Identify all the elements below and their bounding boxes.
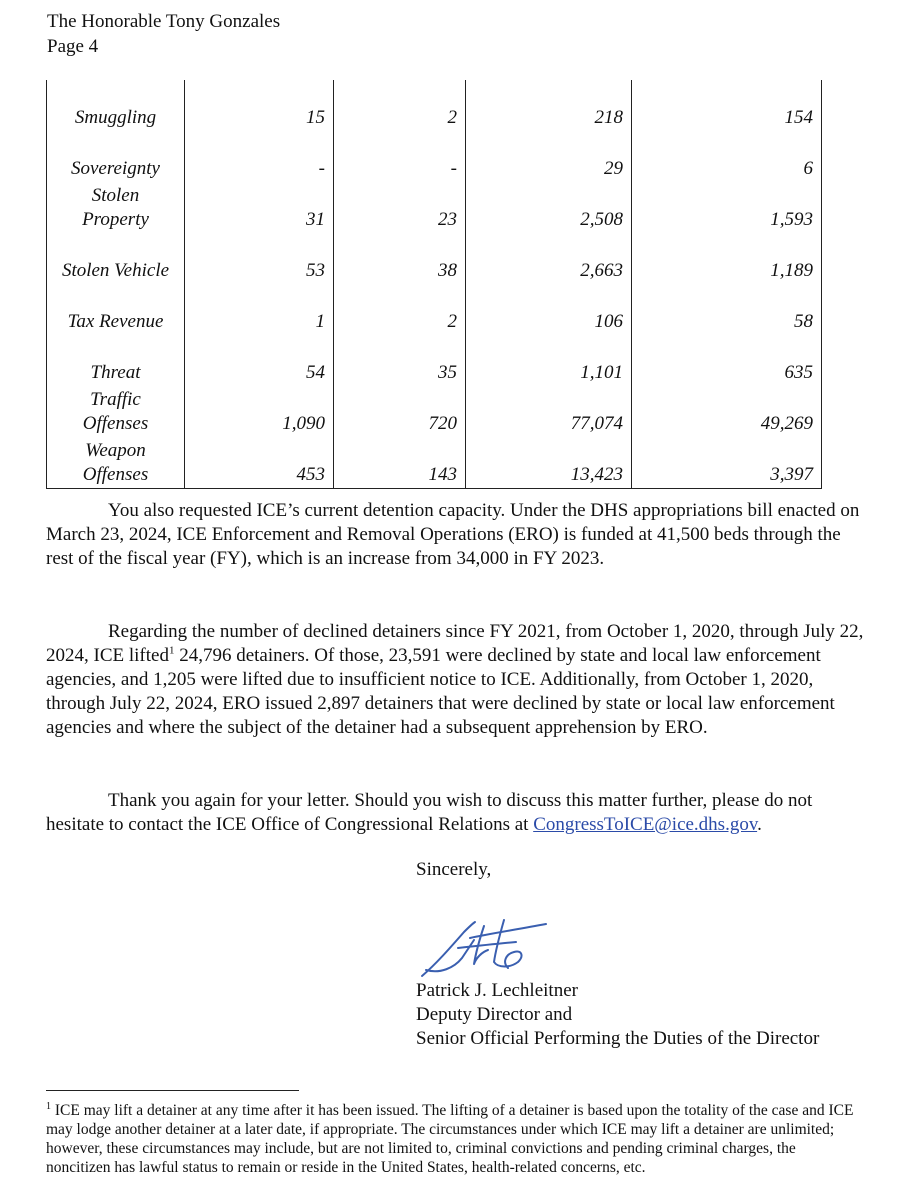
value-cell-col-2: 38 <box>334 233 466 284</box>
offense-table <box>46 80 822 489</box>
value-cell-col-3: 13,423 <box>466 437 632 489</box>
offense-category-cell <box>47 335 185 386</box>
paragraph-detainers-text-2: 24,796 detainers. Of those, 23,591 were declined by state and local law enforcement agencies, and 1,205 were lifted due to insufficient notice to ICE. Additionally, from October 1, 2020, through July 22, 2024, ERO issued 2,897 detainers that were declined by state or local law enforcement agencies and where the subject of the detainer had a subsequent apprehension by ERO. <box>46 645 835 738</box>
offense-category-cell <box>47 386 185 437</box>
paragraph-declined-detainers <box>46 620 864 740</box>
value-cell-col-2: 720 <box>334 386 466 437</box>
email-link[interactable]: CongressToICE@ice.dhs.gov <box>533 814 758 835</box>
recipient-line: The Honorable Tony Gonzales <box>47 11 281 32</box>
signature-details <box>416 979 819 1051</box>
value-cell-col-2: 2 <box>334 284 466 335</box>
table-row <box>47 284 822 335</box>
handwritten-signature <box>418 918 558 980</box>
offense-category-label: Offenses <box>82 464 149 485</box>
value-cell-col-4: 1,593 <box>632 182 822 233</box>
paragraph-closing-text-1: Thank you again for your letter. Should you wish to discuss this matter further, please do not hesitate to contact the ICE Office of Congressional Relations at <box>46 790 813 835</box>
offense-category-label: Tax Revenue <box>67 311 164 332</box>
table-row <box>47 386 822 437</box>
footnote-separator <box>46 1090 299 1091</box>
offense-category-cell <box>47 284 185 335</box>
table-row <box>47 233 822 284</box>
table-row <box>47 80 822 131</box>
value-cell-col-2: 35 <box>334 335 466 386</box>
value-cell-col-1: 1 <box>185 284 334 335</box>
table-row <box>47 335 822 386</box>
offense-category-cell <box>47 182 185 233</box>
value-cell-col-1: 1,090 <box>185 386 334 437</box>
value-cell-col-4: 6 <box>632 131 822 182</box>
offense-category-label: Smuggling <box>74 107 157 128</box>
table-row <box>47 182 822 233</box>
table-row <box>47 437 822 489</box>
footnote-reference[interactable]: 1 <box>168 644 175 657</box>
value-cell-col-4: 154 <box>632 80 822 131</box>
offense-category-cell <box>47 437 185 489</box>
offense-table-body <box>47 80 822 489</box>
table-row <box>47 131 822 182</box>
offense-category-cell <box>47 233 185 284</box>
value-cell-col-4: 3,397 <box>632 437 822 489</box>
footnote <box>46 1101 864 1177</box>
value-cell-col-3: 29 <box>466 131 632 182</box>
offense-category-label: Traffic <box>90 389 141 410</box>
offense-category-label: Stolen Vehicle <box>61 260 170 281</box>
value-cell-col-3: 218 <box>466 80 632 131</box>
value-cell-col-1: 53 <box>185 233 334 284</box>
value-cell-col-3: 106 <box>466 284 632 335</box>
paragraph-detainers-text-1: Regarding the number of declined detainers since FY 2021, from October 1, 2020, through July 22, 2024, ICE lifted <box>46 621 864 666</box>
offense-category-label: Stolen <box>91 185 140 206</box>
signer-title-line-2: Senior Official Performing the Duties of the Director <box>416 1028 820 1049</box>
value-cell-col-4: 58 <box>632 284 822 335</box>
paragraph-closing <box>46 789 864 837</box>
value-cell-col-4: 1,189 <box>632 233 822 284</box>
paragraph-detention-capacity <box>46 499 864 571</box>
offense-category-cell <box>47 131 185 182</box>
footnote-marker: 1 <box>46 1100 51 1112</box>
value-cell-col-2: 2 <box>334 80 466 131</box>
value-cell-col-3: 77,074 <box>466 386 632 437</box>
salutation: Sincerely, <box>416 859 492 880</box>
value-cell-col-1: 31 <box>185 182 334 233</box>
offense-category-label: Weapon <box>85 440 146 461</box>
value-cell-col-1: - <box>185 131 334 182</box>
value-cell-col-1: 453 <box>185 437 334 489</box>
paragraph-detention-capacity-text: You also requested ICE’s current detention capacity. Under the DHS appropriations bill enacted on March 23, 2024, ICE Enforcement and Removal Operations (ERO) is funded at 41,500 beds through the rest of the fiscal year (FY), which is an increase from 34,000 in FY 2023. <box>46 500 860 569</box>
value-cell-col-4: 635 <box>632 335 822 386</box>
page-number: Page 4 <box>47 36 99 57</box>
paragraph-closing-text-2: . <box>757 814 762 835</box>
value-cell-col-3: 2,663 <box>466 233 632 284</box>
offense-category-label: Offenses <box>82 413 149 434</box>
footnote-text: ICE may lift a detainer at any time after it has been issued. The lifting of a detainer is based upon the totality of the case and ICE may lodge another detainer at a later date, if appropriate. The circumstances under which ICE may lift a detainer are unlimited; however, these circumstances may include, but are not limited to, criminal convictions and pending criminal charges, the noncitizen has lawful status to remain or reside in the United States, health-related concerns, etc. <box>46 1102 854 1176</box>
value-cell-col-1: 54 <box>185 335 334 386</box>
offense-category-label: Threat <box>90 362 141 383</box>
offense-category-label: Sovereignty <box>71 158 160 179</box>
value-cell-col-3: 2,508 <box>466 182 632 233</box>
value-cell-col-2: - <box>334 131 466 182</box>
value-cell-col-2: 23 <box>334 182 466 233</box>
signer-name: Patrick J. Lechleitner <box>416 980 578 1001</box>
value-cell-col-4: 49,269 <box>632 386 822 437</box>
signer-title-line-1: Deputy Director and <box>416 1004 573 1025</box>
value-cell-col-3: 1,101 <box>466 335 632 386</box>
value-cell-col-2: 143 <box>334 437 466 489</box>
offense-category-label: Property <box>82 209 149 230</box>
offense-category-cell <box>47 80 185 131</box>
letter-header <box>47 9 280 59</box>
value-cell-col-1: 15 <box>185 80 334 131</box>
